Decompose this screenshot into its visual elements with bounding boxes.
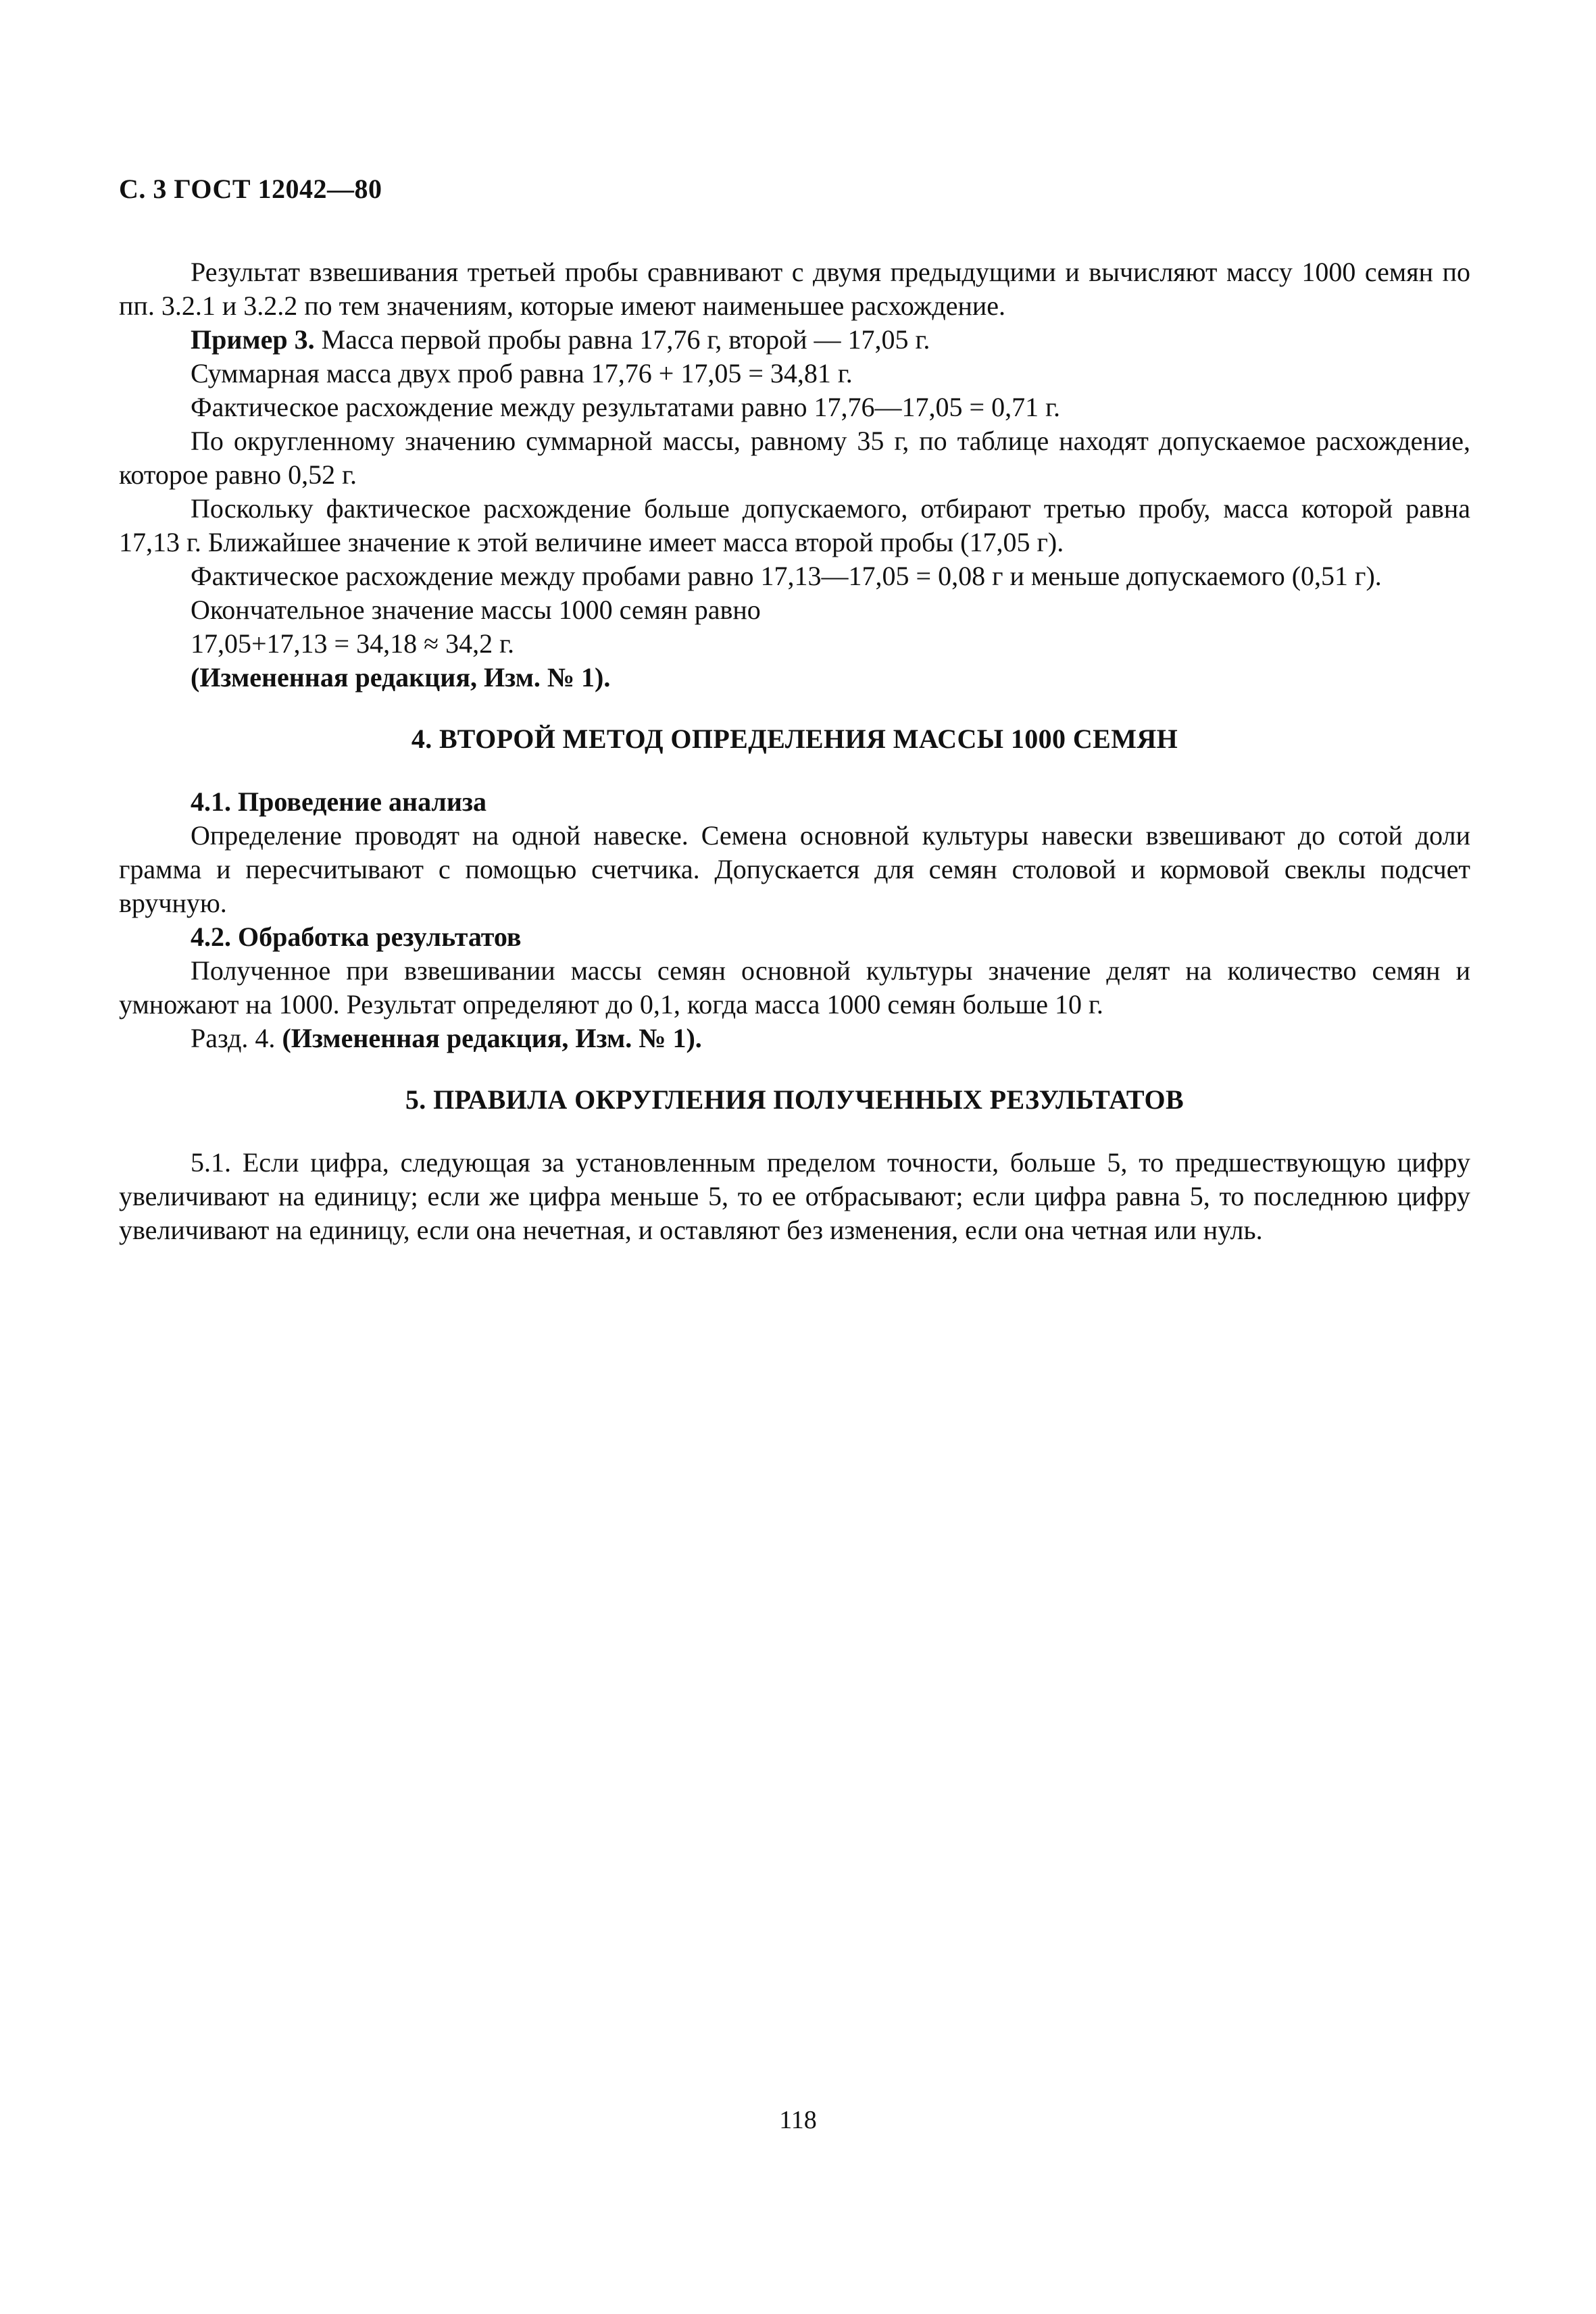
section3-paragraph-difference: Фактическое расхождение между результатами равно 17,76—17,05 = 0,71 г. [191, 392, 1060, 422]
section4-results-text: Полученное при взвешивании массы семян основной культуры значение делят на количество семян и умножают на 1000. Результат определяют до 0,1, когда масса 1000 семян больше 10 г. [119, 955, 1470, 1020]
document-body [119, 255, 1470, 1247]
section3-paragraph-result: Результат взвешивания третьей пробы сравнивают с двумя предыдущими и вычисляют массу 1000 семян по пп. 3.2.1 и 3.2.2 по тем значениям, которые имеют наименьшее расхождение. [119, 257, 1470, 321]
section3-paragraph-final: Окончательное значение массы 1000 семян равно [191, 595, 761, 625]
section4-subtitle-results: 4.2. Обработка результатов [191, 922, 522, 952]
section4-title: 4. ВТОРОЙ МЕТОД ОПРЕДЕЛЕНИЯ МАССЫ 1000 СЕМЯН [411, 724, 1178, 754]
section4-amendment-prefix: Разд. 4. [191, 1023, 282, 1053]
section3-paragraph-sum: Суммарная масса двух проб равна 17,76 + 17,05 = 34,81 г. [191, 358, 853, 388]
page-header: С. 3 ГОСТ 12042—80 [119, 174, 382, 204]
section3-amendment: (Измененная редакция, Изм. № 1). [191, 662, 611, 693]
example-text: Масса первой пробы равна 17,76 г, второй — 17,05 г. [314, 324, 930, 355]
section3-paragraph-samples-difference: Фактическое расхождение между пробами равно 17,13—17,05 = 0,08 г и меньше допускаемого (0,51 г). [191, 561, 1382, 591]
example-paragraph [119, 323, 1470, 357]
section4-analysis-text: Определение проводят на одной навеске. Семена основной культуры навески взвешивают до сотой доли грамма и пересчитывают с помощью счетчика. Допускается для семян столовой и кормовой свеклы подсчет вручную. [119, 820, 1470, 918]
section5-rounding-text: 5.1. Если цифра, следующая за установленным пределом точности, больше 5, то предшествующую цифру увеличивают на единицу; если же цифра меньше 5, то ее отбрасывают; если цифра равна 5, то последнюю цифру увеличивают на единицу, если она нечетная, и оставляют без изменения, если она четная или нуль. [119, 1147, 1470, 1245]
example-label: Пример 3. [191, 324, 315, 355]
section3-paragraph-table: По округленному значению суммарной массы, равному 35 г, по таблице находят допускаемое расхождение, которое равно 0,52 г. [119, 426, 1470, 490]
section4-amendment-line [119, 1022, 1470, 1055]
page-number: 118 [779, 2106, 817, 2134]
section3-paragraph-third-sample: Поскольку фактическое расхождение больше допускаемого, отбирают третью пробу, масса которой равна 17,13 г. Ближайшее значение к этой величине имеет масса второй пробы (17,05 г). [119, 493, 1470, 557]
section5-title: 5. ПРАВИЛА ОКРУГЛЕНИЯ ПОЛУЧЕННЫХ РЕЗУЛЬТАТОВ [405, 1084, 1184, 1115]
section4-subtitle-analysis: 4.1. Проведение анализа [191, 786, 487, 817]
section4-amendment: (Измененная редакция, Изм. № 1). [282, 1023, 702, 1053]
section3-formula: 17,05+17,13 = 34,18 ≈ 34,2 г. [191, 628, 514, 659]
